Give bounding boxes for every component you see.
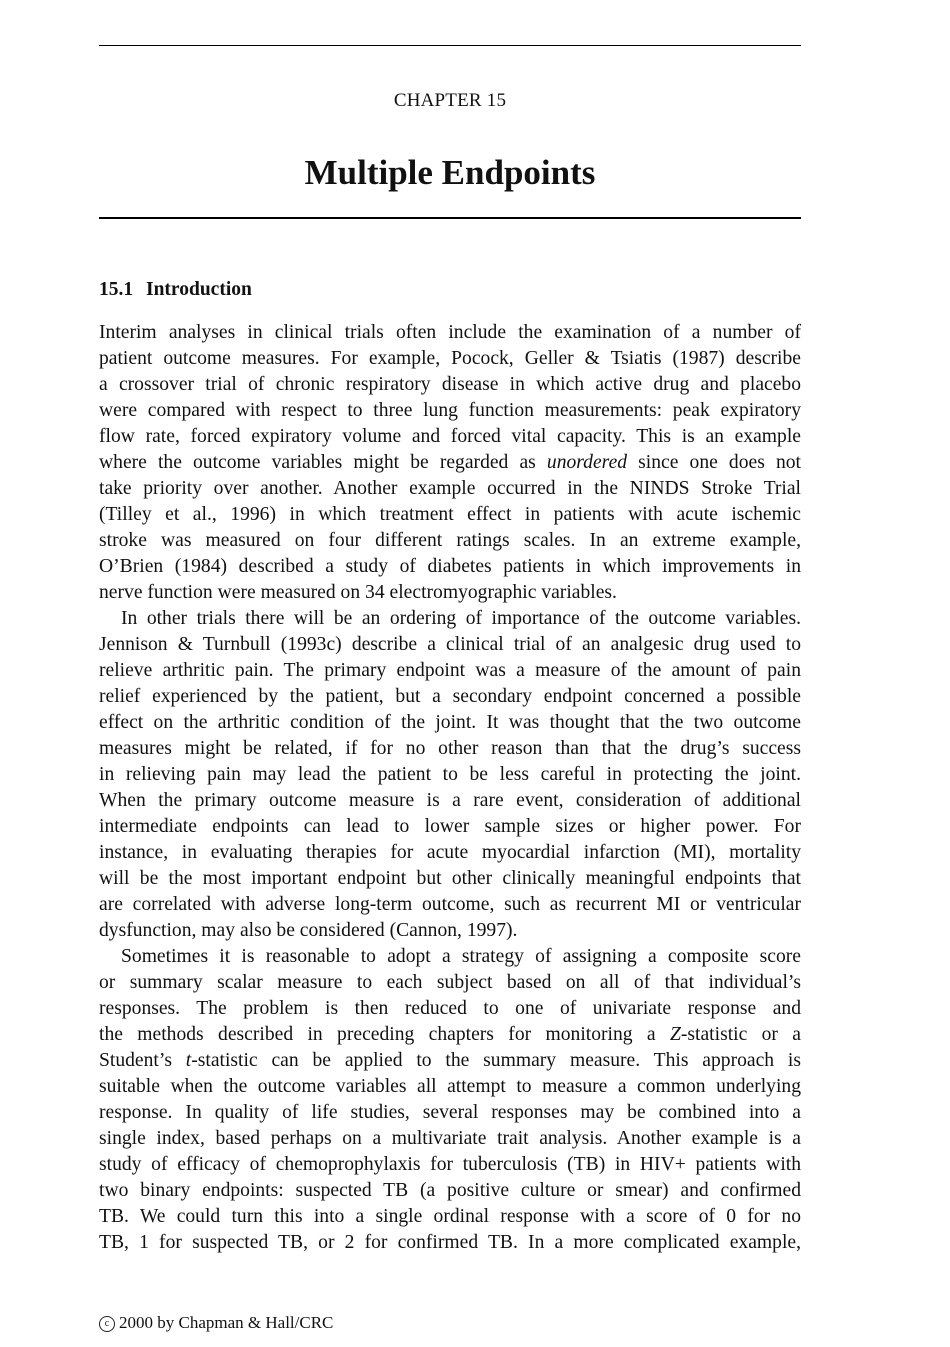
text-line: Jennison & Turnbull (1993c) describe a clinical trial of an analgesic drug used to [99, 634, 801, 655]
copyright-text: 2000 by Chapman & Hall/CRC [119, 1313, 334, 1332]
text-line: stroke was measured on four different ratings scales. In an extreme example, [99, 530, 801, 551]
text-line: When the primary outcome measure is a rare event, consideration of additional [99, 790, 801, 811]
text-line: In other trials there will be an ordering of importance of the outcome variables. [121, 608, 801, 629]
text-line: TB, 1 for suspected TB, or 2 for confirmed TB. In a more complicated example, [99, 1232, 801, 1253]
text-line: were compared with respect to three lung function measurements: peak expiratory [99, 400, 801, 421]
text-line: instance, in evaluating therapies for acute myocardial infarction (MI), mortality [99, 842, 801, 863]
paragraph [99, 320, 801, 606]
text-line: Student’s t-statistic can be applied to the summary measure. This approach is [99, 1050, 801, 1071]
text-line: TB. We could turn this into a single ordinal response with a score of 0 for no [99, 1206, 801, 1227]
text-line: the methods described in preceding chapters for monitoring a Z-statistic or a [99, 1024, 802, 1045]
text-line: take priority over another. Another example occurred in the NINDS Stroke Trial [99, 478, 801, 499]
text-line: response. In quality of life studies, several responses may be combined into a [99, 1102, 801, 1123]
text-line: two binary endpoints: suspected TB (a positive culture or smear) and confirmed [99, 1180, 801, 1201]
text-line: are correlated with adverse long-term outcome, such as recurrent MI or ventricular [99, 894, 801, 915]
section-number: 15.1 [99, 279, 134, 300]
text-line: single index, based perhaps on a multivariate trait analysis. Another example is a [99, 1128, 801, 1149]
text-line: responses. The problem is then reduced to one of univariate response and [99, 998, 801, 1019]
text-line: nerve function were measured on 34 electromyographic variables. [99, 582, 617, 603]
section-heading [99, 279, 252, 301]
text-line: flow rate, forced expiratory volume and forced vital capacity. This is an example [99, 426, 801, 447]
text-line: Interim analyses in clinical trials often include the examination of a number of [99, 322, 801, 343]
text-line: patient outcome measures. For example, Pocock, Geller & Tsiatis (1987) describe [99, 348, 801, 369]
chapter-title: Multiple Endpoints [304, 153, 596, 192]
text-line: where the outcome variables might be regarded as unordered since one does not [99, 452, 801, 473]
copyright-footer [99, 1313, 333, 1333]
text-line: a crossover trial of chronic respiratory disease in which active drug and placebo [99, 374, 801, 395]
text-line: (Tilley et al., 1996) in which treatment effect in patients with acute ischemic [99, 504, 801, 525]
paragraph [99, 944, 801, 1256]
text-line: suitable when the outcome variables all attempt to measure a common underlying [99, 1076, 801, 1097]
text-line: O’Brien (1984) described a study of diabetes patients in which improvements in [99, 556, 801, 577]
text-line: effect on the arthritic condition of the joint. It was thought that the two outcome [99, 712, 801, 733]
text-line: measures might be related, if for no other reason than that the drug’s success [99, 738, 801, 759]
body-text [99, 320, 801, 1256]
text-line: relief experienced by the patient, but a secondary endpoint concerned a possible [99, 686, 801, 707]
text-line: Sometimes it is reasonable to adopt a strategy of assigning a composite score [121, 946, 801, 967]
copyright-icon: c [99, 1316, 115, 1332]
text-line: relieve arthritic pain. The primary endpoint was a measure of the amount of pain [99, 660, 801, 681]
text-line: dysfunction, may also be considered (Cannon, 1997). [99, 920, 518, 941]
paragraph [99, 606, 801, 944]
text-line: intermediate endpoints can lead to lower sample sizes or higher power. For [99, 816, 801, 837]
text-line: in relieving pain may lead the patient to be less careful in protecting the joint. [99, 764, 801, 785]
chapter-label: CHAPTER 15 [393, 90, 507, 111]
top-rule [99, 45, 801, 46]
section-title: Introduction [146, 279, 252, 300]
text-line: will be the most important endpoint but other clinically meaningful endpoints that [99, 868, 801, 889]
title-rule [99, 217, 801, 219]
text-line: or summary scalar measure to each subject based on all of that individual’s [99, 972, 801, 993]
text-line: study of efficacy of chemoprophylaxis for tuberculosis (TB) in HIV+ patients with [99, 1154, 801, 1175]
